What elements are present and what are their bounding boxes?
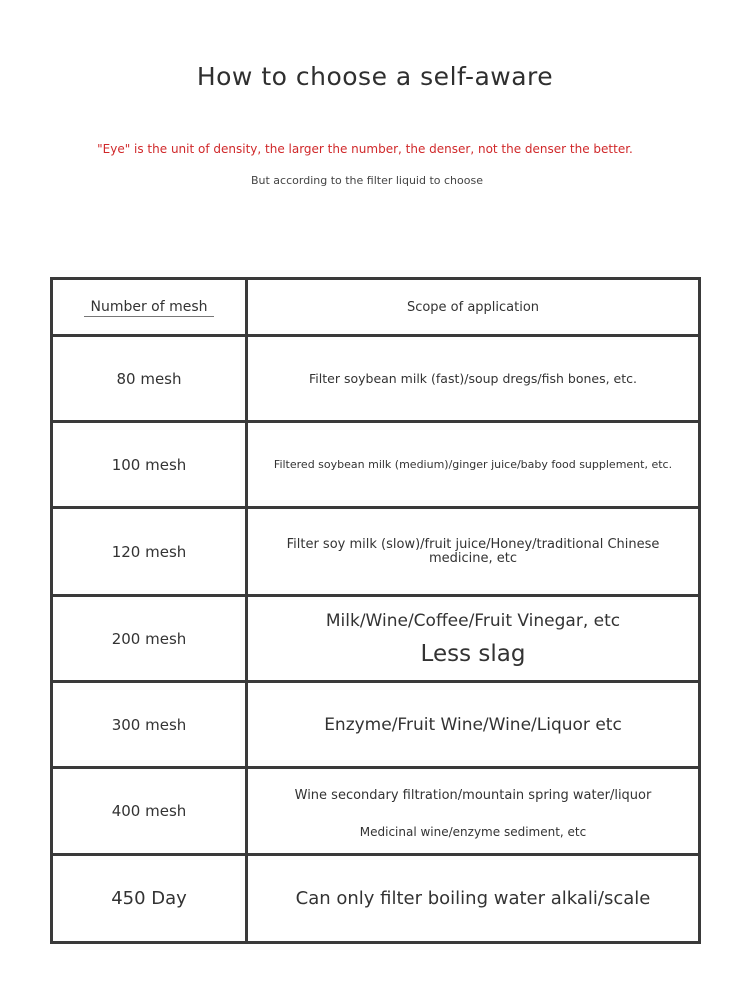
scope-text: Milk/Wine/Coffee/Fruit Vinegar, etc <box>325 610 621 631</box>
scope-cell: Can only filter boiling water alkali/scale <box>247 855 700 943</box>
table-row <box>52 768 700 855</box>
scope-cell <box>247 768 700 855</box>
scope-cell: Filter soy milk (slow)/fruit juice/Honey/traditional Chinese medicine, etc <box>247 508 700 596</box>
scope-text: Wine secondary filtration/mountain spring water/liquor <box>294 787 652 803</box>
mesh-cell: 120 mesh <box>52 508 247 596</box>
mesh-cell: 300 mesh <box>52 682 247 768</box>
mesh-cell: 400 mesh <box>52 768 247 855</box>
header-scope: Scope of application <box>247 279 700 336</box>
page-title: How to choose a self-aware <box>196 62 554 91</box>
table-row <box>52 855 700 943</box>
density-note: "Eye" is the unit of density, the larger the number, the denser, not the denser the better. <box>97 142 633 156</box>
scope-extra-text: Less slag <box>420 640 526 667</box>
table-header-row <box>52 279 700 336</box>
scope-cell: Filtered soybean milk (medium)/ginger juice/baby food supplement, etc. <box>247 422 700 508</box>
choose-note: But according to the filter liquid to choose <box>250 174 483 187</box>
mesh-cell: 80 mesh <box>52 336 247 422</box>
header-mesh <box>52 279 247 336</box>
mesh-cell: 450 Day <box>52 855 247 943</box>
table-row <box>52 682 700 768</box>
scope-cell: Enzyme/Fruit Wine/Wine/Liquor etc <box>247 682 700 768</box>
mesh-table <box>50 277 701 944</box>
scope-extra-text: Medicinal wine/enzyme sediment, etc <box>359 824 587 839</box>
table-row <box>52 508 700 596</box>
scope-cell: Filter soybean milk (fast)/soup dregs/fish bones, etc. <box>247 336 700 422</box>
header-mesh-label: Number of mesh <box>84 298 213 317</box>
table-row <box>52 596 700 682</box>
mesh-cell: 100 mesh <box>52 422 247 508</box>
mesh-cell: 200 mesh <box>52 596 247 682</box>
table-row <box>52 336 700 422</box>
scope-cell <box>247 596 700 682</box>
table-row <box>52 422 700 508</box>
